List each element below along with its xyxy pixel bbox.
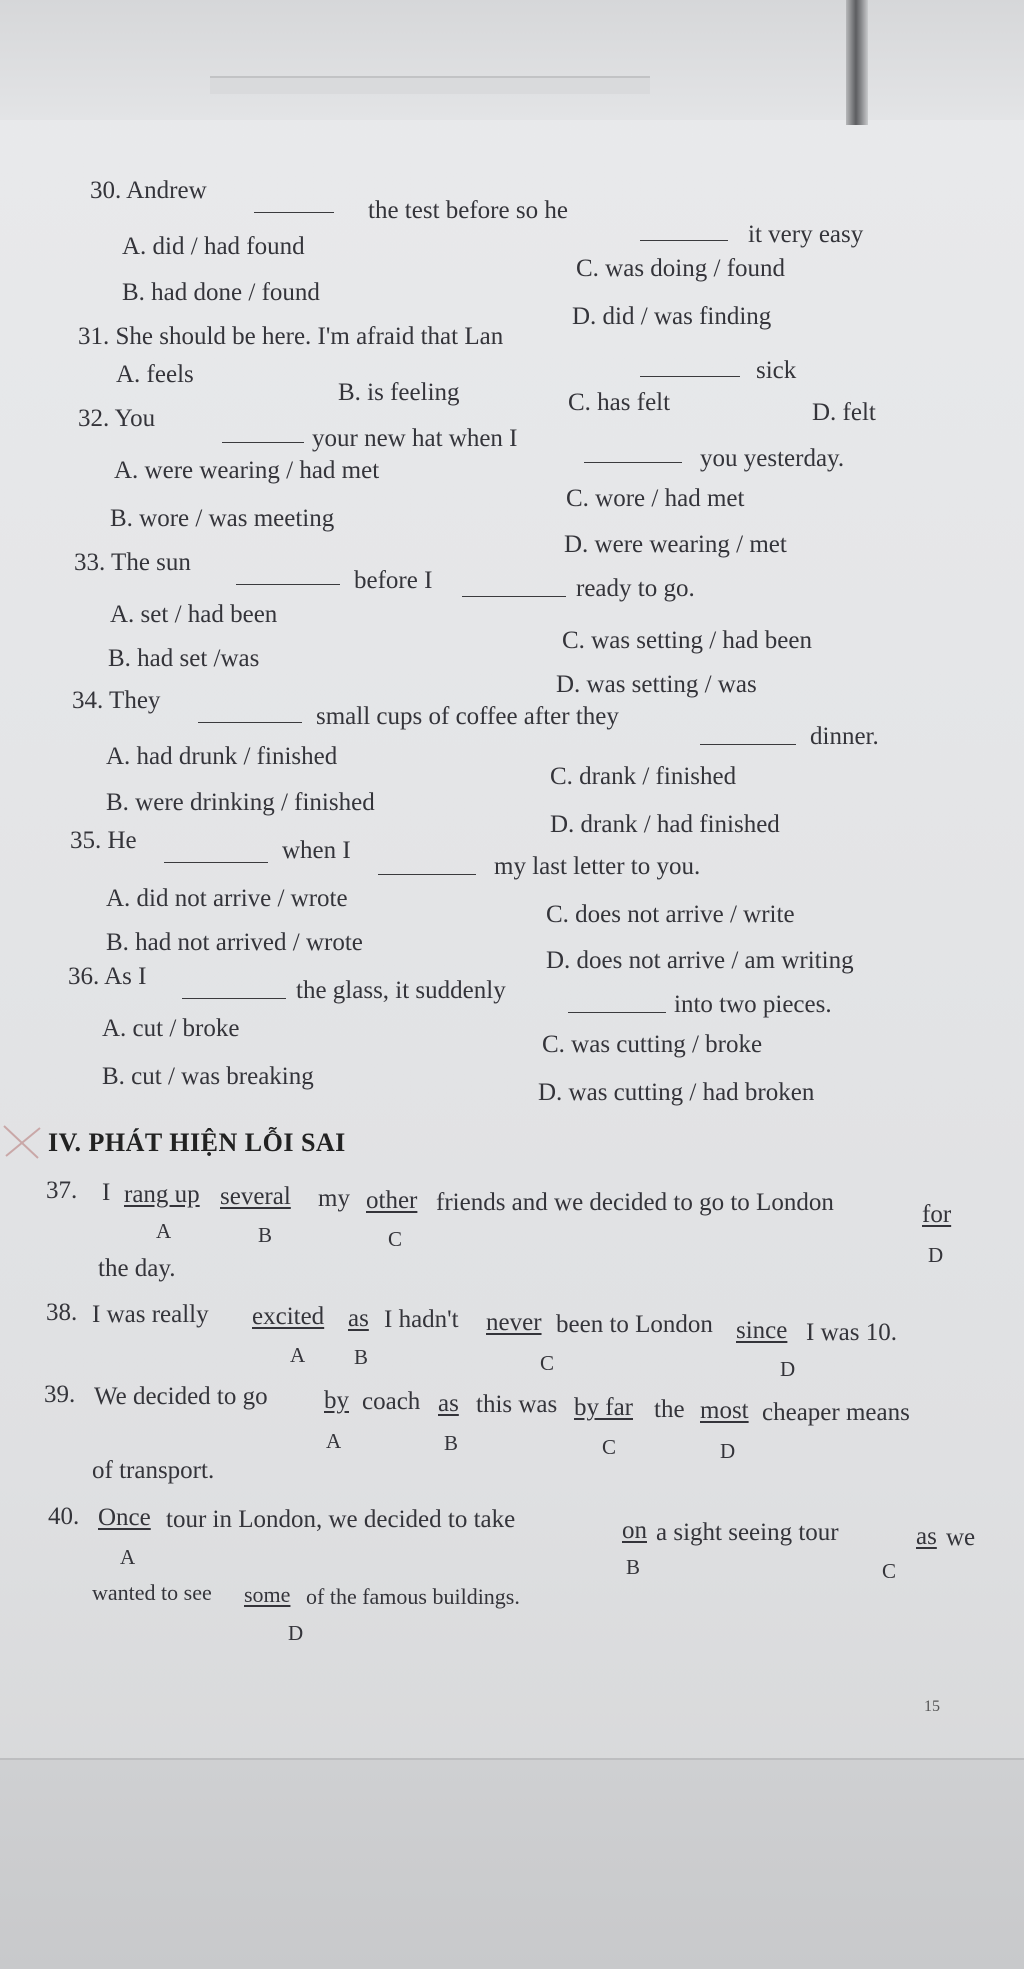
q37-underlined-b: several (220, 1183, 291, 1210)
q40-line-2a: wanted to see (92, 1580, 212, 1605)
q37-word-3: friends and we decided to go to London (436, 1189, 834, 1216)
q40-mark-b: B (626, 1555, 641, 1579)
q35-option-c: C. does not arrive / write (546, 901, 795, 928)
q39-word-2: coach (362, 1388, 421, 1415)
q36-stem-1: 36. As I (68, 963, 147, 990)
q38-mark-c: C (540, 1351, 555, 1375)
q40-mark-a: A (120, 1545, 136, 1569)
q31-blank-1 (640, 376, 740, 377)
q33-option-c: C. was setting / had been (562, 627, 812, 654)
q34-option-b: B. were drinking / finished (106, 789, 375, 816)
q34-stem-1: 34. They (72, 687, 161, 714)
cross-mark-icon (0, 1122, 46, 1162)
q39-mark-b: B (444, 1431, 459, 1455)
q38-word-1: I was really (92, 1301, 209, 1328)
q33-option-a: A. set / had been (110, 601, 278, 628)
q38-word-3: been to London (556, 1311, 713, 1338)
q38-underlined-c: never (486, 1309, 542, 1336)
q30-blank-2 (640, 240, 728, 241)
q37-underlined-a: rang up (124, 1181, 200, 1208)
q30-stem-1: 30. Andrew (90, 177, 207, 204)
q35-option-a: A. did not arrive / wrote (106, 885, 348, 912)
q37-mark-c: C (388, 1227, 403, 1251)
q31-option-b: B. is feeling (338, 379, 460, 406)
q30-stem-2: the test before so he (368, 197, 568, 224)
q33-option-d: D. was setting / was (556, 671, 757, 698)
q38-word-2: I hadn't (384, 1306, 459, 1333)
q39-word-4: the (654, 1396, 685, 1423)
q32-option-d: D. were wearing / met (564, 531, 787, 558)
q37-word-2: my (318, 1185, 350, 1212)
q35-stem-3: my last letter to you. (494, 853, 701, 880)
q32-stem-3: you yesterday. (700, 445, 845, 472)
q37-number: 37. (46, 1177, 78, 1204)
q38-underlined-a: excited (252, 1303, 325, 1330)
q39-underlined-a: by (324, 1387, 349, 1414)
q32-stem-1: 32. You (78, 405, 156, 432)
q37-underlined-d: for (922, 1201, 952, 1228)
q33-stem-1: 33. The sun (74, 549, 191, 576)
q39-underlined-d: most (700, 1397, 749, 1424)
q34-stem-3: dinner. (810, 723, 879, 750)
q40-number: 40. (48, 1503, 80, 1530)
q31-stem-2: sick (756, 357, 797, 384)
q35-stem-1: 35. He (70, 827, 137, 854)
q37-line-2: the day. (98, 1255, 176, 1282)
q36-option-b: B. cut / was breaking (102, 1063, 314, 1090)
q32-option-b: B. wore / was meeting (110, 505, 335, 532)
q36-option-c: C. was cutting / broke (542, 1031, 763, 1058)
q36-blank-2 (568, 1012, 666, 1013)
q31-option-d: D. felt (812, 399, 876, 426)
q30-option-d: D. did / was finding (572, 303, 772, 330)
q39-mark-a: A (326, 1429, 342, 1453)
q31-option-a: A. feels (116, 361, 194, 388)
q32-option-c: C. wore / had met (566, 485, 745, 512)
q40-underlined-a: Once (98, 1504, 151, 1531)
q40-underlined-c: as (916, 1523, 937, 1550)
q39-number: 39. (44, 1381, 76, 1408)
q36-option-a: A. cut / broke (102, 1015, 240, 1042)
q39-mark-c: C (602, 1435, 617, 1459)
q36-blank-1 (182, 998, 286, 999)
q37-mark-d: D (928, 1243, 944, 1267)
q40-line-2b: of the famous buildings. (306, 1584, 520, 1609)
q36-option-d: D. was cutting / had broken (538, 1079, 815, 1106)
q32-stem-2: your new hat when I (312, 425, 518, 452)
q40-underlined-d: some (244, 1582, 291, 1607)
q37-mark-b: B (258, 1223, 273, 1247)
page-number: 15 (924, 1698, 940, 1715)
q37-word-1: I (102, 1179, 111, 1206)
table-surface (0, 1758, 1024, 1969)
section-heading: IV. PHÁT HIỆN LỖI SAI (48, 1128, 346, 1157)
q40-underlined-b: on (622, 1517, 647, 1544)
q39-underlined-b: as (438, 1390, 459, 1417)
q39-word-5: cheaper means (762, 1399, 910, 1426)
q30-option-c: C. was doing / found (576, 255, 786, 282)
q36-stem-2: the glass, it suddenly (296, 977, 506, 1004)
q34-blank-2 (700, 744, 796, 745)
q32-blank-2 (584, 462, 682, 463)
q38-mark-d: D (780, 1357, 796, 1381)
q38-mark-a: A (290, 1343, 306, 1367)
q34-stem-2: small cups of coffee after they (316, 703, 619, 730)
q34-option-c: C. drank / finished (550, 763, 737, 790)
q38-underlined-b: as (348, 1305, 369, 1332)
q35-option-d: D. does not arrive / am writing (546, 947, 854, 974)
q35-blank-1 (164, 862, 268, 863)
q39-word-3: this was (476, 1391, 558, 1418)
q39-line-2: of transport. (92, 1457, 215, 1484)
q33-option-b: B. had set /was (108, 645, 260, 672)
q39-mark-d: D (720, 1439, 736, 1463)
q30-blank-1 (254, 212, 334, 213)
q34-option-a: A. had drunk / finished (106, 743, 338, 770)
q38-underlined-d: since (736, 1317, 788, 1344)
q40-mark-d: D (288, 1621, 304, 1645)
q40-word-1: tour in London, we decided to take (166, 1506, 516, 1533)
q40-mark-c: C (882, 1559, 897, 1583)
q30-option-a: A. did / had found (122, 233, 305, 260)
q31-stem-1: 31. She should be here. I'm afraid that Lan (78, 323, 504, 350)
q38-word-4: I was 10. (806, 1319, 897, 1346)
q38-number: 38. (46, 1299, 78, 1326)
q33-stem-3: ready to go. (576, 575, 695, 602)
q33-blank-1 (236, 584, 340, 585)
q32-option-a: A. were wearing / had met (114, 457, 380, 484)
q31-option-c: C. has felt (568, 389, 671, 416)
q38-mark-b: B (354, 1345, 369, 1369)
q34-option-d: D. drank / had finished (550, 811, 780, 838)
q39-word-1: We decided to go (94, 1383, 268, 1410)
q34-blank-1 (198, 722, 302, 723)
q37-underlined-c: other (366, 1187, 418, 1214)
q35-option-b: B. had not arrived / wrote (106, 929, 363, 956)
q32-blank-1 (222, 442, 304, 443)
q39-underlined-c: by far (574, 1394, 633, 1421)
q33-stem-2: before I (354, 567, 433, 594)
q40-word-3: we (946, 1524, 976, 1551)
q36-stem-3: into two pieces. (674, 991, 832, 1018)
q33-blank-2 (462, 596, 566, 597)
q37-mark-a: A (156, 1219, 172, 1243)
q30-stem-3: it very easy (748, 221, 864, 248)
q35-stem-2: when I (282, 837, 351, 864)
q40-word-2: a sight seeing tour (656, 1519, 839, 1546)
q35-blank-2 (378, 874, 476, 875)
q30-option-b: B. had done / found (122, 279, 320, 306)
